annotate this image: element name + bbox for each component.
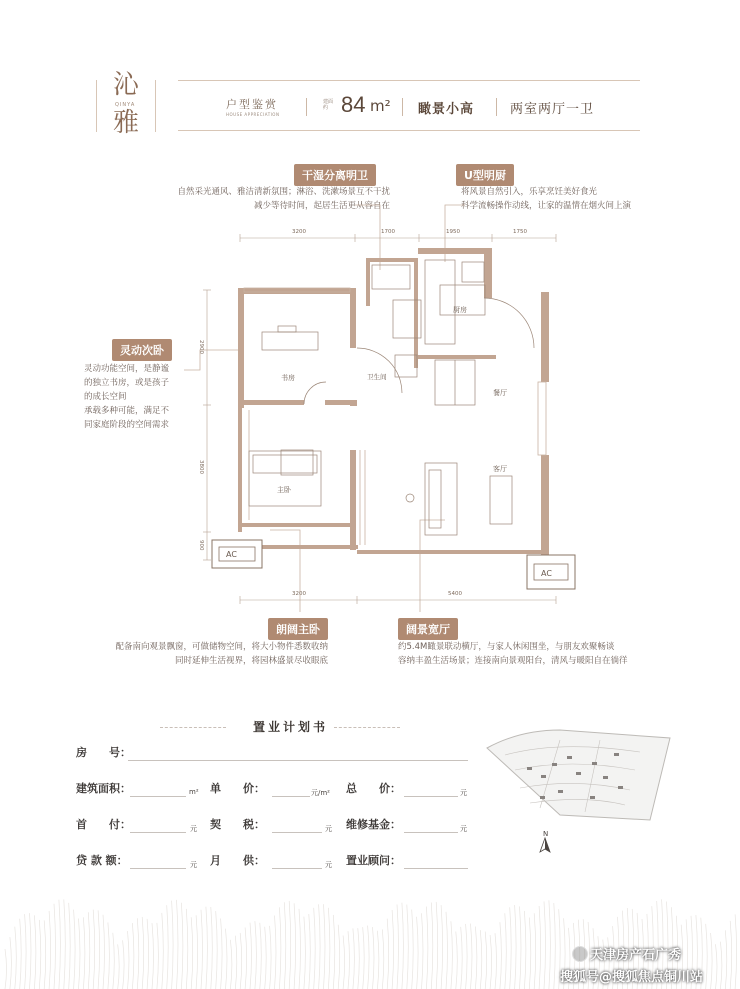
brand-en: QINYA (115, 102, 136, 108)
room-dining: 餐厅 (493, 389, 507, 397)
brand-char-top: 沁 (113, 70, 142, 100)
dim-top-3: 1950 (446, 229, 460, 235)
label-repair: 维修基金： (346, 818, 401, 831)
unit-loan: 元 (190, 861, 197, 869)
label-down: 首 付： (76, 818, 131, 831)
tag-living: 阔景宽厅 (398, 618, 458, 640)
header-label: 户型鉴赏 (226, 98, 278, 111)
dim-bottom-2: 5400 (448, 591, 462, 597)
compass-n: N (543, 830, 549, 838)
room-living: 客厅 (493, 465, 507, 473)
dim-top-1: 3200 (292, 229, 306, 235)
tag-kitchen: U型明厨 (456, 164, 514, 186)
room-bath: 卫生间 (367, 373, 387, 381)
watermark-logo-icon (572, 946, 588, 962)
room-kitchen: 厨房 (453, 306, 467, 314)
dim-left-3: 900 (198, 540, 204, 551)
desc-master: 配备南向观景飘窗，可做储物空间，将大小物件悉数收纳 同时延伸生活视界，将园林盛景尽收眼底 (115, 642, 328, 666)
header-highlight: 瞰景小高 (418, 102, 475, 117)
tag-bathroom: 干湿分离明卫 (294, 164, 376, 186)
dim-left-2: 3800 (198, 460, 204, 474)
desc-kitchen: 将风景自然引入，乐享烹饪美好食光 科学流畅操作动线，让家的温情在烟火间上演 (461, 187, 632, 211)
dim-bottom-1: 3200 (292, 591, 306, 597)
room-study: 书房 (281, 374, 295, 382)
desc-bathroom: 自然采光通风、雅洁清新氛围；淋浴、洗漱场景互不干扰 减少等待时间，起居生活更从容自在 (177, 187, 390, 211)
brand-char-bottom: 雅 (113, 108, 142, 138)
label-monthly: 月 供： (210, 854, 265, 867)
label-area: 建筑面积： (76, 782, 131, 795)
label-consultant: 置业顾问： (346, 854, 401, 867)
unit-area: m² (189, 788, 199, 796)
header-area-value: 84 (341, 92, 366, 117)
dim-left-1: 2900 (198, 340, 204, 354)
unit-unit-price: 元/m² (311, 789, 330, 797)
label-loan: 贷 款 额： (76, 854, 128, 867)
unit-deed-tax: 元 (325, 825, 332, 833)
unit-total: 元 (460, 789, 467, 797)
watermark-line1: 天津房产石广秀 (590, 948, 682, 963)
header-area-unit: m² (370, 97, 391, 115)
unit-down: 元 (190, 825, 197, 833)
header-layout: 两室两厅一卫 (510, 102, 595, 117)
unit-monthly: 元 (325, 861, 332, 869)
dim-top-4: 1750 (513, 229, 527, 235)
label-deed-tax: 契 税： (210, 818, 265, 831)
desc-living: 约5.4M瞰景联动横厅，与家人休闲围坐，与朋友欢聚畅谈 容纳丰盈生活场景；连接南向景观阳台，清风与暖阳自在徜徉 (398, 642, 628, 666)
room-master: 主卧 (277, 486, 291, 494)
watermark-line2: 搜狐号@搜狐焦点铜川站 (560, 970, 704, 985)
ac-left: AC (226, 550, 237, 559)
label-unit-price: 单 价： (210, 782, 265, 795)
label-room-no: 房 号： (76, 746, 131, 759)
tag-master: 朗阔主卧 (268, 618, 328, 640)
ac-right: AC (541, 569, 552, 578)
plan-title: 置业计划书 (253, 720, 329, 734)
unit-repair: 元 (460, 825, 467, 833)
dim-top-2: 1700 (381, 229, 395, 235)
desc-second-bedroom: 灵动功能空间，是静谧 的独立书房，或是孩子 的成长空间 承载多种可能，满足不 同家庭阶段的空间需求 (84, 364, 170, 430)
header-area-caption: 建面约 (323, 99, 334, 111)
tag-second-bedroom: 灵动次卧 (112, 339, 172, 361)
header-label-en: HOUSE APPRECIATION (226, 112, 280, 117)
label-total: 总 价： (346, 782, 401, 795)
